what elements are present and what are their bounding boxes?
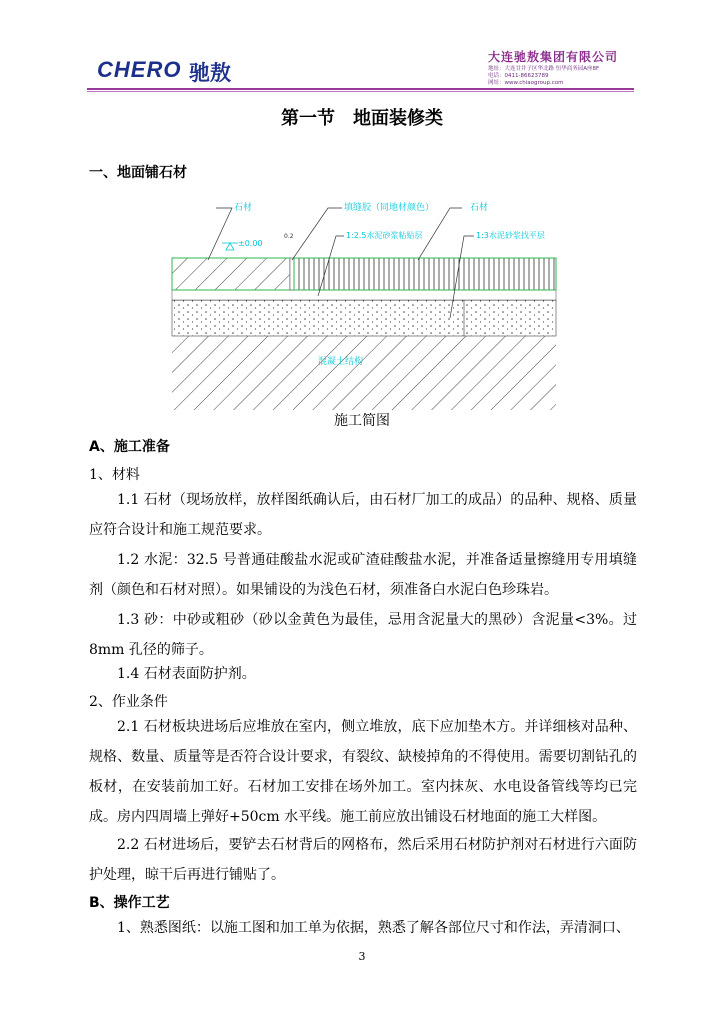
- page-title: 第一节 地面装修类: [281, 108, 443, 129]
- page-header: [0, 0, 724, 100]
- subsection-conditions: 2、作业条件: [89, 694, 168, 710]
- elevation-marker: [222, 243, 238, 250]
- paragraph-1-1: 1.1 石材（现场放样，放样图纸确认后，由石材厂加工的成品）的品种、规格、质量应符合设计和施工规范要求。: [89, 492, 637, 538]
- diagram-caption: 施工简图: [334, 413, 390, 429]
- label-gap: 0.2: [284, 233, 294, 240]
- leveling-layer: [172, 300, 556, 336]
- label-joint-agent: 填缝胶（同地材颜色）: [344, 203, 435, 213]
- header-rule-thin: [87, 91, 634, 92]
- company-name: 大连驰敖集团有限公司: [488, 50, 619, 64]
- company-web: 网址：www.chiaogroup.com: [488, 80, 564, 86]
- header-rule: [87, 88, 634, 90]
- paragraph-1-3: 1.3 砂：中砂或粗砂（砂以金黄色为最佳，忌用含泥量大的黑砂）含泥量<3%。过8mm 孔径的筛子。: [89, 612, 637, 658]
- section-a-heading: A、施工准备: [89, 439, 170, 455]
- structure-slab: [172, 336, 556, 410]
- paragraph-1-4: 1.4 石材表面防护剂。: [117, 666, 256, 682]
- company-phone: 电话：0411-86623789: [488, 73, 549, 79]
- page-number: 3: [358, 950, 366, 963]
- label-elevation: ±0.00: [238, 239, 263, 248]
- joint: [290, 258, 294, 290]
- construction-diagram: [168, 198, 564, 410]
- paragraph-b-1: 1、熟悉图纸：以施工图和加工单为依据，熟悉了解各部位尺寸和作法，弄清洞口、: [117, 920, 630, 936]
- paragraph-2-2: 2.2 石材进场后，要铲去石材背后的网格布，然后采用石材防护剂对石材进行六面防护处理，晾干后再进行铺贴了。: [89, 837, 637, 883]
- paragraph-2-1: 2.1 石材板块进场后应堆放在室内，侧立堆放，底下应加垫木方。并详细核对品种、规格、数量、质量等是否符合设计要求，有裂纹、缺棱掉角的不得使用。需要切割钻孔的板材，在安装前加工好。石材加工安排在场外加工。室内抹灰、水电设备管线等均已完成。房内四周墙上弹好+50cm 水平线。施工前应放出铺设石材地面的施工大样图。: [89, 719, 637, 825]
- label-structure: 混凝土结构: [318, 357, 364, 367]
- company-address: 地址：大连甘井子区华北路 恒华商务园A座8F: [488, 66, 600, 72]
- company-logo-cn: 驰敖: [189, 61, 231, 85]
- label-mortar-bond: 1:2.5水泥砂浆粘贴层: [346, 231, 423, 240]
- bond-layer: [172, 290, 556, 300]
- label-leveling: 1:3水泥砂浆找平层: [476, 231, 545, 240]
- section-heading-stone-floor: 一、地面铺石材: [89, 165, 187, 181]
- section-b-heading: B、操作工艺: [89, 895, 170, 911]
- stone-right: [294, 258, 556, 290]
- label-stone-left: 石材: [234, 203, 253, 213]
- company-logo: CHERO: [97, 57, 182, 82]
- label-stone-right: 石材: [470, 203, 489, 213]
- subsection-materials: 1、材料: [89, 467, 140, 483]
- paragraph-1-2: 1.2 水泥：32.5 号普通硅酸盐水泥或矿渣硅酸盐水泥，并准备适量擦缝用专用填缝剂（颜色和石材对照）。如果铺设的为浅色石材，须准备白水泥白色珍珠岩。: [89, 552, 637, 598]
- stone-left: [172, 258, 290, 290]
